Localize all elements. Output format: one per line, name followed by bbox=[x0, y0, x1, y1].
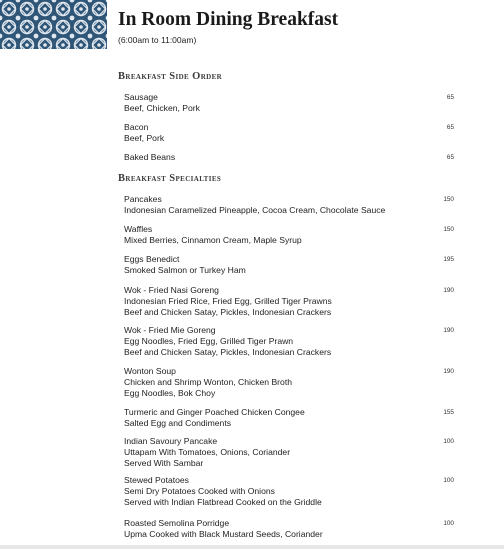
menu-item bbox=[124, 254, 454, 276]
menu-item-name: Waffles bbox=[124, 224, 153, 234]
menu-item-description: Salted Egg and Condiments bbox=[124, 418, 232, 428]
section-title: Breakfast Side Order bbox=[118, 71, 223, 82]
menu-item-name: Stewed Potatoes bbox=[124, 475, 189, 485]
menu-item-name: Wonton Soup bbox=[124, 366, 176, 376]
menu-item-name: Sausage bbox=[124, 92, 158, 102]
menu-item-name: Roasted Semolina Porridge bbox=[124, 518, 230, 528]
menu-item-name: Baked Beans bbox=[124, 152, 176, 162]
menu-item-price: 150 bbox=[443, 196, 454, 203]
service-hours: (6:00am to 11:00am) bbox=[118, 35, 197, 45]
menu-item-price: 100 bbox=[443, 520, 454, 527]
menu-item-price: 65 bbox=[446, 154, 454, 161]
menu-item bbox=[124, 325, 454, 358]
menu-item-description: Uttapam With Tomatoes, Onions, Coriander bbox=[124, 447, 291, 457]
menu-item bbox=[124, 407, 454, 429]
menu-item bbox=[124, 436, 454, 469]
menu-item-price: 190 bbox=[443, 327, 454, 334]
menu-item-name: Indian Savoury Pancake bbox=[124, 436, 218, 446]
menu-item-price: 100 bbox=[443, 477, 454, 484]
menu-item bbox=[124, 122, 454, 144]
menu-item-description: Indonesian Caramelized Pineapple, Cocoa Cream, Chocolate Sauce bbox=[124, 205, 386, 215]
menu-item-name: Wok - Fried Mie Goreng bbox=[124, 325, 216, 335]
menu-item-name: Bacon bbox=[124, 122, 149, 132]
menu-item-description: Beef, Pork bbox=[124, 133, 165, 143]
menu-item-price: 195 bbox=[443, 256, 454, 263]
menu-item-name: Pancakes bbox=[124, 194, 162, 204]
menu-item-description: Beef and Chicken Satay, Pickles, Indonesian Crackers bbox=[124, 347, 332, 357]
menu-item-name: Eggs Benedict bbox=[124, 254, 180, 264]
menu-item bbox=[124, 518, 454, 540]
page-edge-divider bbox=[0, 545, 504, 549]
page-title: In Room Dining Breakfast bbox=[118, 9, 339, 30]
menu-item-name: Turmeric and Ginger Poached Chicken Congee bbox=[124, 407, 305, 417]
menu-item-description: Egg Noodles, Fried Egg, Grilled Tiger Prawn bbox=[124, 336, 294, 346]
menu-item-price: 150 bbox=[443, 226, 454, 233]
menu-item bbox=[124, 285, 454, 318]
menu-item bbox=[124, 475, 454, 508]
menu-item bbox=[124, 152, 454, 163]
menu-item-name: Wok - Fried Nasi Goreng bbox=[124, 285, 219, 295]
menu-item-price: 65 bbox=[446, 124, 454, 131]
menu-item-description: Beef and Chicken Satay, Pickles, Indonesian Crackers bbox=[124, 307, 332, 317]
menu-item-description: Chicken and Shrimp Wonton, Chicken Broth bbox=[124, 377, 292, 387]
menu-item-description: Semi Dry Potatoes Cooked with Onions bbox=[124, 486, 275, 496]
menu-item-description: Served With Sambar bbox=[124, 458, 204, 468]
menu-item-price: 190 bbox=[443, 287, 454, 294]
decorative-pattern-logo bbox=[0, 0, 107, 49]
menu-item-price: 190 bbox=[443, 368, 454, 375]
section-title: Breakfast Specialties bbox=[118, 173, 222, 184]
menu-item-description: Egg Noodles, Bok Choy bbox=[124, 388, 216, 398]
menu-item-description: Mixed Berries, Cinnamon Cream, Maple Syrup bbox=[124, 235, 302, 245]
menu-item-description: Indonesian Fried Rice, Fried Egg, Grilled Tiger Prawns bbox=[124, 296, 332, 306]
menu-item bbox=[124, 366, 454, 399]
menu-item-price: 65 bbox=[446, 94, 454, 101]
menu-item-price: 100 bbox=[443, 438, 454, 445]
menu-item bbox=[124, 194, 454, 216]
menu-item-description: Smoked Salmon or Turkey Ham bbox=[124, 265, 246, 275]
menu-item bbox=[124, 224, 454, 246]
menu-item bbox=[124, 92, 454, 114]
menu-item-price: 155 bbox=[443, 409, 454, 416]
menu-item-description: Beef, Chicken, Pork bbox=[124, 103, 200, 113]
menu-item-description: Served with Indian Flatbread Cooked on the Griddle bbox=[124, 497, 322, 507]
menu-item-description: Upma Cooked with Black Mustard Seeds, Coriander bbox=[124, 529, 323, 539]
